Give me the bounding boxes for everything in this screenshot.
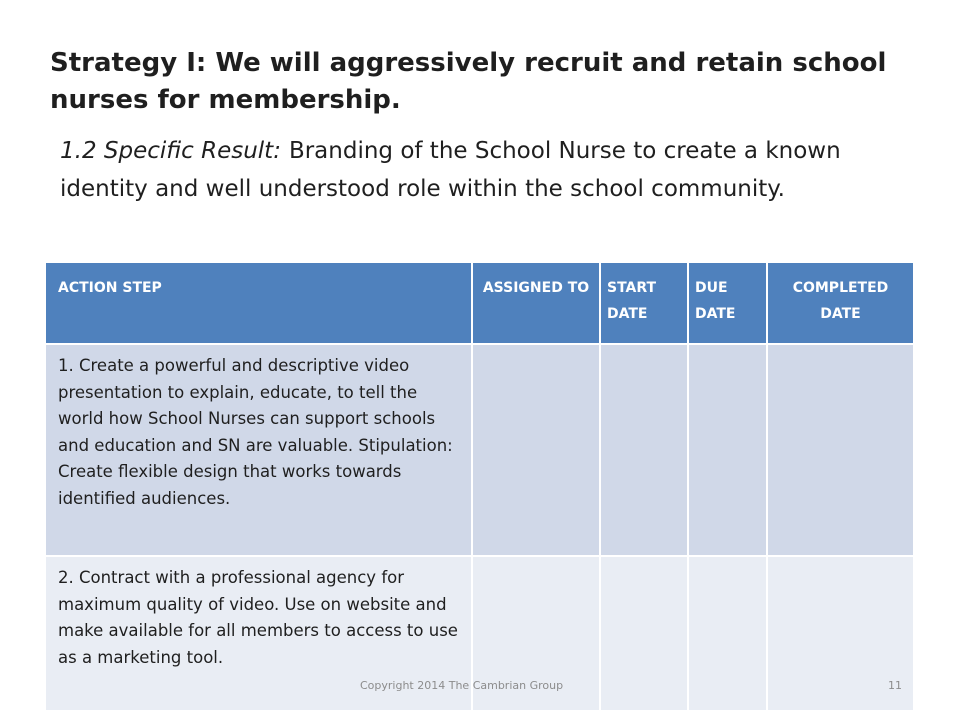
action-plan-table	[46, 263, 913, 710]
header-action-step: ACTION STEP	[46, 263, 472, 344]
page-number: 11	[888, 679, 902, 692]
specific-result-text: Branding of the School Nurse to create a known identity and well understood role within the school community.	[60, 138, 841, 202]
assigned-to-cell	[472, 344, 600, 556]
due-date-cell	[688, 556, 767, 710]
header-completed-date: COMPLETED DATE	[767, 263, 913, 344]
specific-result-label: 1.2 Specific Result:	[60, 138, 281, 164]
table-row	[46, 344, 913, 556]
footer-copyright: Copyright 2014 The Cambrian Group	[360, 679, 564, 692]
completed-date-cell	[767, 344, 913, 556]
start-date-cell	[600, 556, 688, 710]
specific-result	[60, 132, 880, 208]
action-step-cell: 2. Contract with a professional agency for maximum quality of video. Use on website and make available for all members to access to use as a marketing tool.	[46, 556, 472, 710]
header-due-date: DUE DATE	[688, 263, 767, 344]
header-start-date: START DATE	[600, 263, 688, 344]
start-date-cell	[600, 344, 688, 556]
slide-title: Strategy I: We will aggressively recruit and retain school nurses for membership.	[50, 48, 887, 115]
due-date-cell	[688, 344, 767, 556]
table-header-row	[46, 263, 913, 344]
action-step-cell: 1. Create a powerful and descriptive video presentation to explain, educate, to tell the world how School Nurses can support schools and education and SN are valuable. Stipulation: Create flexible design that works towards identified audiences.	[46, 344, 472, 556]
header-assigned-to: ASSIGNED TO	[472, 263, 600, 344]
